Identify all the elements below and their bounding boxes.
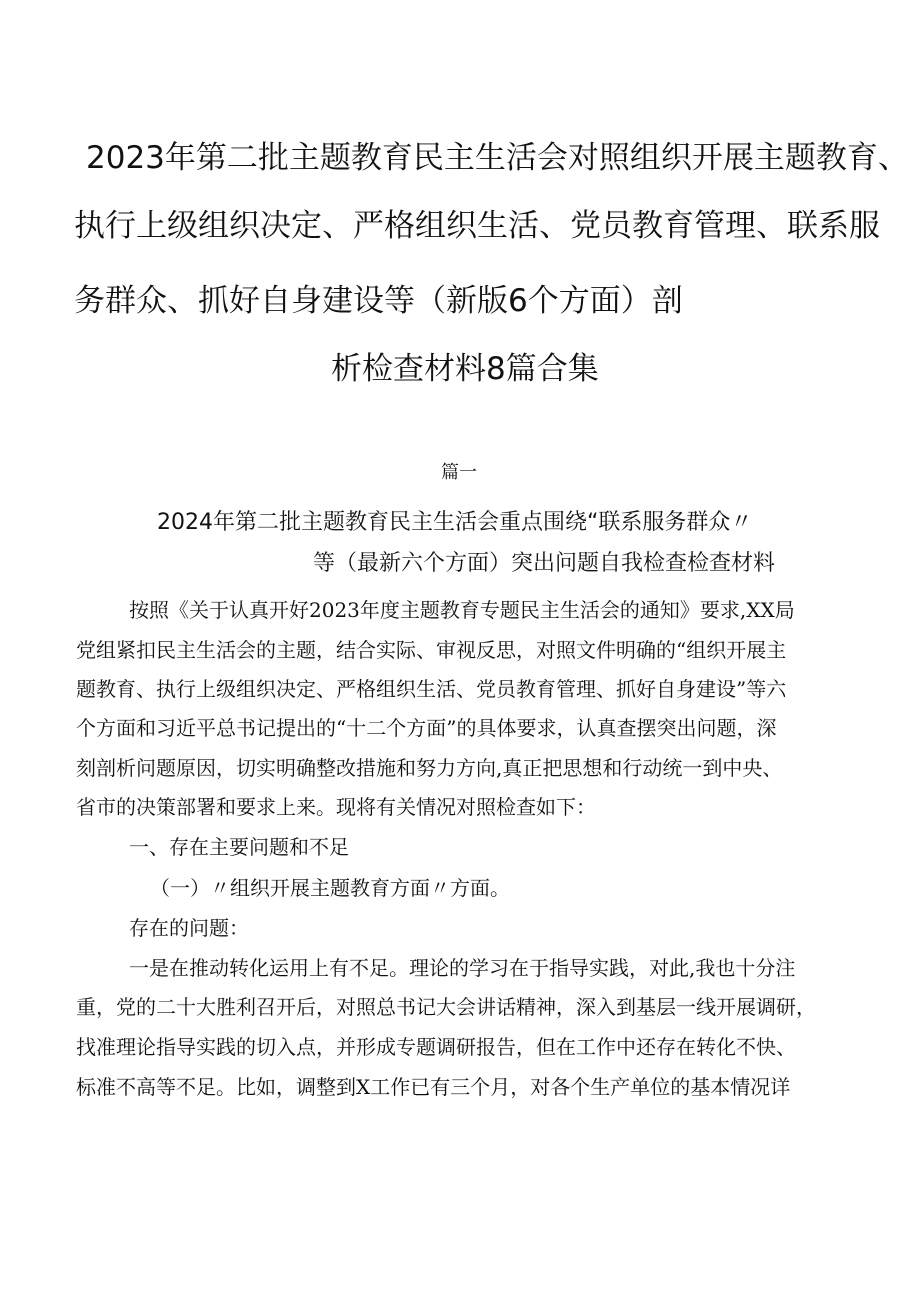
body-line-12: 找准理论指导实践的切入点，并形成专题调研报告，但在工作中还存在转化不快、 xyxy=(76,1035,796,1059)
body-line-10: 一是在推动转化运用上有不足。理论的学习在于指导实践，对此,我也十分注 xyxy=(129,956,796,980)
section-subtitle-line-1: 2024年第二批主题教育民主生活会重点围绕“联系服务群众〃 xyxy=(157,510,753,535)
document-title-line-4: 析检查材料8篇合集 xyxy=(331,351,599,387)
body-line-3: 题教育、执行上级组织决定、严格组织生活、党员教育管理、抓好自身建设”等六 xyxy=(76,677,787,701)
subheading-1: （一）〃组织开展主题教育方面〃方面。 xyxy=(150,876,510,900)
body-line-13: 标准不高等不足。比如，调整到X工作已有三个月，对各个生产单位的基本情况详 xyxy=(76,1075,791,1099)
label-existing-problems: 存在的问题： xyxy=(129,916,249,940)
heading-problems: 一、存在主要问题和不足 xyxy=(129,835,349,859)
body-line-2: 党组紧扣民主生活会的主题，结合实际、审视反思，对照文件明确的“组织开展主 xyxy=(76,638,787,662)
section-label: 篇一 xyxy=(441,462,477,483)
body-line-4: 个方面和习近平总书记提出的“十二个方面”的具体要求，认真查摆突出问题，深 xyxy=(76,716,777,740)
section-subtitle-line-2: 等（最新六个方面）突出问题自我检查检查材料 xyxy=(313,551,776,576)
document-title-line-3: 务群众、抓好自身建设等（新版6个方面）剖 xyxy=(74,283,683,319)
body-line-11: 重，党的二十大胜利召开后，对照总书记大会讲话精神，深入到基层一线开展调研， xyxy=(76,995,816,1019)
body-line-6: 省市的决策部署和要求上来。现将有关情况对照检查如下： xyxy=(76,795,596,819)
body-line-1: 按照《关于认真开好2023年度主题教育专题民主生活会的通知》要求,XX局 xyxy=(129,598,795,622)
document-title-line-2: 执行上级组织决定、严格组织生活、党员教育管理、联系服 xyxy=(74,208,880,244)
body-line-5: 刻剖析问题原因，切实明确整改措施和努力方向,真正把思想和行动统一到中央、 xyxy=(76,756,783,780)
document-title-line-1: 2023年第二批主题教育民主生活会对照组织开展主题教育、 xyxy=(86,140,909,176)
